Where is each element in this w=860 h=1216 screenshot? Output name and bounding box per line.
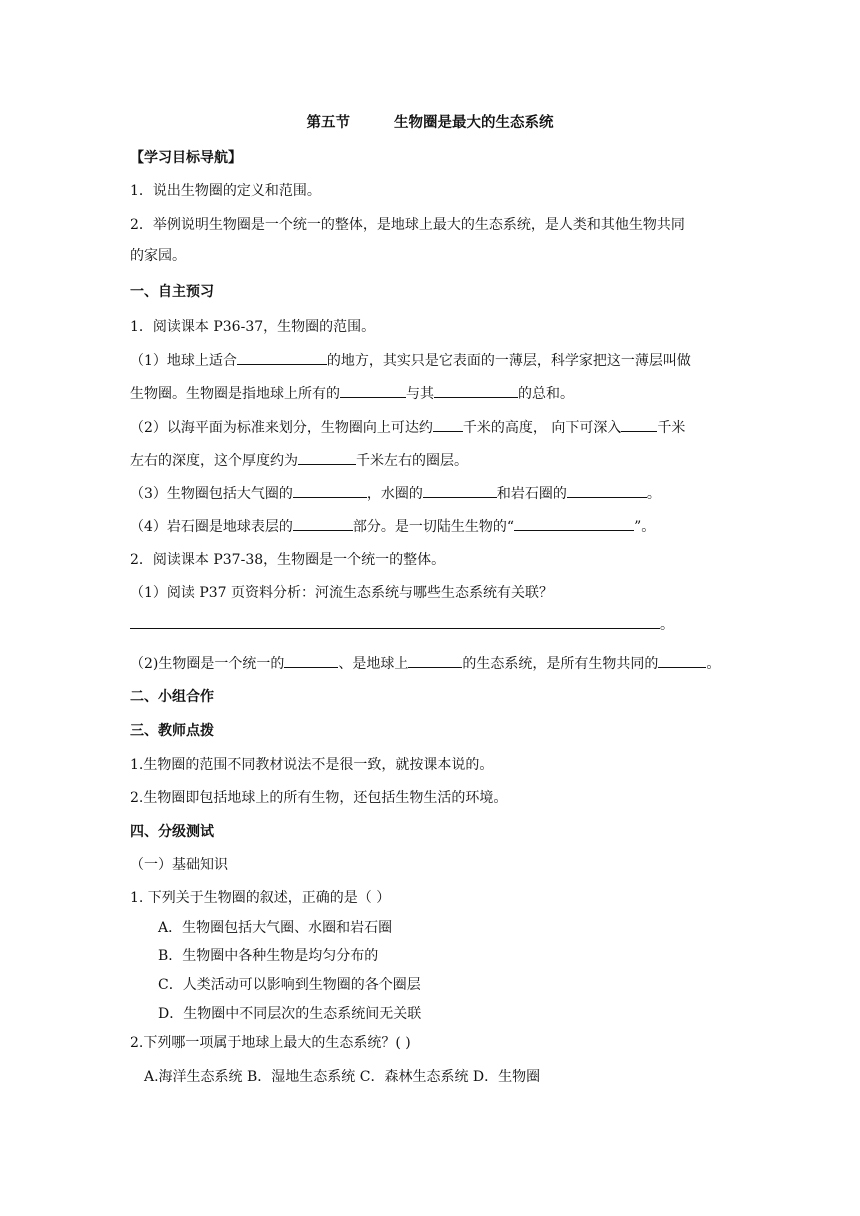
teacher-point: 1.生物圈的范围不同教材说法不是很一致，就按课本说的。 (130, 757, 494, 773)
goal-item: 1．说出生物圈的定义和范围。 (130, 183, 321, 199)
answer-option[interactable]: D．生物圈中不同层次的生态系统间无关联 (158, 1006, 422, 1022)
section-name: 生物圈是最大的生态系统 (394, 115, 554, 131)
answer-option[interactable]: B．生物圈中各种生物是均匀分布的 (158, 948, 379, 964)
answer-blank[interactable] (514, 516, 634, 531)
fill-in-line: （1）地球上适合 的地方，其实只是它表面的一薄层，科学家把这一薄层叫做 (130, 350, 691, 371)
answer-blank[interactable] (408, 653, 462, 668)
answer-blank[interactable] (423, 483, 497, 498)
goal-item-continued: 的家园。 (130, 248, 186, 264)
answer-blank[interactable] (284, 653, 338, 668)
page-title (130, 113, 730, 133)
fill-in-line: （3）生物圈包括大气圈的 ，水圈的 和岩石圈的 。 (130, 483, 661, 504)
test-heading: 四、分级测试 (130, 824, 214, 840)
answer-line: 。 (130, 614, 674, 635)
test-question: 2.下列哪一项属于地球上最大的生态系统？( ) (130, 1035, 411, 1051)
answer-blank[interactable] (434, 383, 518, 398)
answer-blank[interactable] (293, 483, 367, 498)
preview-heading: 一、自主预习 (130, 284, 214, 300)
answer-blank[interactable] (298, 450, 356, 465)
teacher-heading: 三、教师点拨 (130, 723, 214, 739)
fill-in-line: 生物圈。生物圈是指地球上所有的 与其 的总和。 (130, 383, 574, 404)
answer-blank[interactable] (293, 516, 353, 531)
section-number: 第五节 (306, 115, 350, 131)
goals-heading: 【学习目标导航】 (130, 150, 242, 166)
test-subheading: （一）基础知识 (130, 857, 228, 873)
answer-blank[interactable] (621, 417, 657, 432)
preview-question: 2．阅读课本 P37-38，生物圈是一个统一的整体。 (130, 552, 446, 568)
fill-in-line: （2）以海平面为标准来划分，生物圈向上可达约 千米的高度， 向下可深入 千米 (130, 417, 685, 438)
answer-blank[interactable] (567, 483, 647, 498)
fill-in-line: （4）岩石圈是地球表层的 部分。是一切陆生生物的“ ”。 (130, 516, 655, 537)
answer-blank[interactable] (340, 383, 406, 398)
coop-heading: 二、小组合作 (130, 689, 214, 705)
answer-blank[interactable] (237, 350, 327, 365)
fill-in-line: （2)生物圈是一个统一的 、是地球上 的生态系统，是所有生物共同的 。 (130, 653, 720, 674)
fill-in-line: 左右的深度，这个厚度约为 千米左右的圈层。 (130, 450, 468, 471)
answer-option[interactable]: A．生物圈包括大气圈、水圈和岩石圈 (158, 920, 393, 936)
teacher-point: 2.生物圈即包括地球上的所有生物，还包括生物生活的环境。 (130, 790, 508, 806)
answer-blank[interactable] (658, 653, 706, 668)
answer-options-row[interactable]: A.海洋生态系统 B．湿地生态系统 C．森林生态系统 D．生物圈 (144, 1069, 541, 1085)
test-question: 1. 下列关于生物圈的叙述，正确的是（ ） (130, 890, 391, 906)
goal-item: 2．举例说明生物圈是一个统一的整体，是地球上最大的生态系统，是人类和其他生物共同 (130, 217, 685, 233)
answer-option[interactable]: C．人类活动可以影响到生物圈的各个圈层 (158, 977, 421, 993)
preview-question: 1．阅读课本 P36-37，生物圈的范围。 (130, 319, 376, 335)
answer-blank[interactable] (130, 614, 660, 629)
answer-blank[interactable] (433, 417, 463, 432)
fill-in-line: （1）阅读 P37 页资料分析：河流生态系统与哪些生态系统有关联？ (130, 585, 554, 601)
